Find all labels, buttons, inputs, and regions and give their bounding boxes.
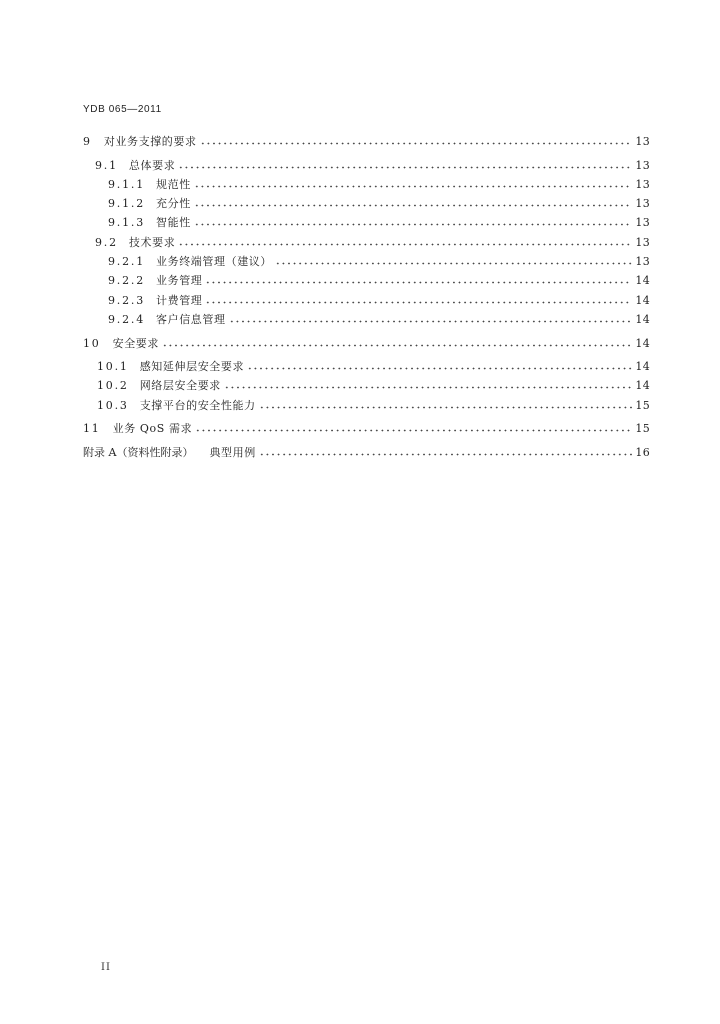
document-id: YDB 065—2011 bbox=[83, 104, 162, 115]
toc-entry bbox=[83, 213, 650, 232]
toc-leader bbox=[205, 301, 632, 304]
toc-entry-title: 规范性 bbox=[156, 177, 191, 191]
page-folio: II bbox=[101, 962, 111, 973]
toc-entry-page: 14 bbox=[635, 360, 650, 374]
toc-entry-title: 业务 QoS 需求 bbox=[112, 422, 193, 436]
toc-leader bbox=[275, 262, 632, 265]
toc-entry bbox=[83, 175, 650, 194]
toc-entry-title: 网络层安全要求 bbox=[139, 379, 221, 393]
toc-leader bbox=[194, 204, 633, 207]
toc-entry-title: 充分性 bbox=[156, 197, 191, 211]
toc-entry-number: 9.1.2 bbox=[108, 197, 145, 211]
toc-entry-page: 15 bbox=[635, 398, 650, 412]
toc-entry-page: 16 bbox=[635, 445, 650, 459]
toc-entry bbox=[83, 291, 650, 310]
toc-entry bbox=[83, 396, 650, 415]
toc-leader bbox=[224, 386, 632, 389]
toc-entry-number: 9.1 bbox=[95, 158, 118, 172]
toc-entry-number: 10.3 bbox=[97, 398, 129, 412]
toc-leader bbox=[178, 166, 632, 169]
toc-entry-title: 典型用例 bbox=[209, 445, 256, 459]
toc-leader bbox=[205, 281, 632, 284]
toc-entry bbox=[83, 376, 650, 395]
toc-entry-page: 13 bbox=[635, 197, 650, 211]
toc-entry-number: 10.2 bbox=[97, 379, 129, 393]
toc-entry bbox=[83, 233, 650, 252]
toc-entry-number: 10.1 bbox=[97, 360, 129, 374]
toc-entry bbox=[83, 310, 650, 329]
toc-entry bbox=[83, 132, 650, 151]
toc-entry-page: 14 bbox=[635, 274, 650, 288]
toc-entry-title: 感知延伸层安全要求 bbox=[139, 360, 245, 374]
toc-entry bbox=[83, 271, 650, 290]
toc-entry-title: 支撑平台的安全性能力 bbox=[139, 398, 256, 412]
toc-entry-number: 9.2 bbox=[95, 235, 118, 249]
toc-entry bbox=[83, 334, 650, 353]
toc-entry-title: 业务管理 bbox=[156, 274, 203, 288]
toc-entry-number: 9.2.4 bbox=[108, 312, 145, 326]
toc-entry-title: 客户信息管理 bbox=[156, 312, 226, 326]
toc-entry-number: 11 bbox=[83, 422, 101, 436]
toc-entry-number: 9.2.2 bbox=[108, 274, 145, 288]
toc-leader bbox=[247, 367, 632, 370]
toc-leader bbox=[194, 223, 633, 226]
toc-entry-title: 对业务支撑的要求 bbox=[103, 135, 197, 148]
toc-entry-page: 13 bbox=[635, 177, 650, 191]
toc-entry-number: 附录 A（资料性附录） bbox=[83, 445, 194, 459]
toc-entry-page: 13 bbox=[635, 235, 650, 249]
toc-entry bbox=[83, 194, 650, 213]
toc-leader bbox=[194, 185, 633, 188]
toc-entry bbox=[83, 357, 650, 376]
toc-entry-page: 13 bbox=[635, 216, 650, 230]
toc-entry-number: 9.1.1 bbox=[108, 177, 145, 191]
toc-entry bbox=[83, 419, 650, 438]
toc-entry-page: 14 bbox=[635, 336, 650, 350]
toc-entry-title: 技术要求 bbox=[128, 235, 176, 249]
toc-leader bbox=[229, 320, 633, 323]
toc-entry-title: 计费管理 bbox=[156, 293, 203, 307]
toc-entry-title: 智能性 bbox=[156, 216, 191, 230]
toc-entry-page: 14 bbox=[635, 379, 650, 393]
toc-entry-number: 9 bbox=[83, 135, 92, 148]
toc-entry-page: 14 bbox=[635, 293, 650, 307]
toc-leader bbox=[195, 429, 632, 432]
toc-leader bbox=[162, 344, 632, 347]
toc-entry bbox=[83, 252, 650, 271]
toc-leader bbox=[259, 453, 633, 456]
toc-entry-title: 总体要求 bbox=[128, 158, 176, 172]
table-of-contents bbox=[83, 132, 650, 462]
toc-entry-number: 9.2.1 bbox=[108, 255, 145, 269]
toc-leader bbox=[200, 142, 633, 145]
toc-entry-appendix bbox=[83, 443, 650, 462]
toc-entry-page: 14 bbox=[635, 312, 650, 326]
toc-entry-page: 13 bbox=[635, 158, 650, 172]
toc-entry-number: 10 bbox=[83, 336, 101, 350]
toc-entry-number: 9.2.3 bbox=[108, 293, 145, 307]
toc-entry-page: 13 bbox=[635, 255, 650, 269]
toc-leader bbox=[259, 406, 633, 409]
toc-entry-page: 13 bbox=[635, 135, 650, 148]
toc-entry-page: 15 bbox=[635, 422, 650, 436]
toc-entry-number: 9.1.3 bbox=[108, 216, 145, 230]
toc-entry bbox=[83, 156, 650, 175]
toc-entry-title: 业务终端管理（建议） bbox=[156, 255, 272, 269]
toc-entry-title: 安全要求 bbox=[112, 336, 160, 350]
toc-leader bbox=[178, 243, 632, 246]
